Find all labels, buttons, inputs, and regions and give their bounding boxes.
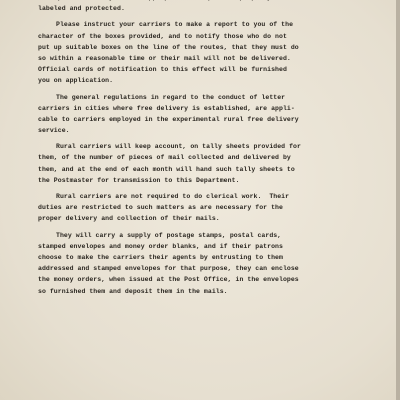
text-line: carriers in cities where free delivery is established, are appli- bbox=[38, 104, 295, 112]
text-line: Rural carriers will keep account, on tally sheets provided for bbox=[56, 143, 301, 151]
text-line: addressed and stamped envelopes for that purpose, they can enclose bbox=[38, 265, 299, 273]
paragraph-5 bbox=[38, 191, 368, 225]
paragraph-3 bbox=[38, 92, 368, 137]
text-line: Rural carriers are not required to do clerical work. Their bbox=[56, 193, 290, 200]
text-line: cable to carriers employed in the experimental rural free delivery bbox=[38, 115, 299, 123]
paragraph-2 bbox=[38, 19, 368, 86]
text-line: character of the boxes provided, and to notify those who do not bbox=[38, 32, 287, 40]
text-line: Please instruct your carriers to make a report to you of the bbox=[56, 21, 294, 29]
text-line: service. bbox=[38, 127, 70, 135]
text-line: The general regulations in regard to the conduct of letter bbox=[56, 93, 286, 101]
text-line: the Postmaster for transmission to this Department. bbox=[38, 176, 240, 184]
page-edge bbox=[396, 0, 400, 400]
text-line: duties are restricted to such matters as are necessary for the bbox=[38, 204, 283, 212]
text-line: choose to make the carriers their agents by entrusting to them bbox=[38, 253, 283, 261]
text-line: you on application. bbox=[38, 77, 114, 85]
text-line: put up suitable boxes on the line of the routes, that they must do bbox=[38, 43, 299, 51]
document-body bbox=[38, 0, 368, 302]
text-line: them, of the number of pieces of mail collected and delivered by bbox=[38, 154, 291, 162]
text-line: stamped envelopes and money order blanks, and if their patrons bbox=[38, 242, 283, 250]
text-line: them, and at the end of each month will hand such tally sheets to bbox=[38, 165, 295, 173]
paragraph-4 bbox=[38, 141, 368, 186]
text-line: so furnished them and deposit them in the mails. bbox=[38, 287, 228, 295]
paragraph-1 bbox=[38, 0, 368, 14]
text-line: They will carry a supply of postage stamps, postal cards, bbox=[56, 231, 282, 239]
text-line: proper delivery and collection of their mails. bbox=[38, 215, 220, 223]
text-line: the money orders, when issued at the Post Office, in the envelopes bbox=[38, 276, 299, 284]
text-line: labeled and protected. bbox=[38, 5, 125, 13]
text-line: so within a reasonable time or their mail will not be delivered. bbox=[38, 54, 291, 62]
paragraph-6 bbox=[38, 230, 368, 297]
text-line: Official cards of notification to this effect will be furnished bbox=[38, 66, 287, 74]
